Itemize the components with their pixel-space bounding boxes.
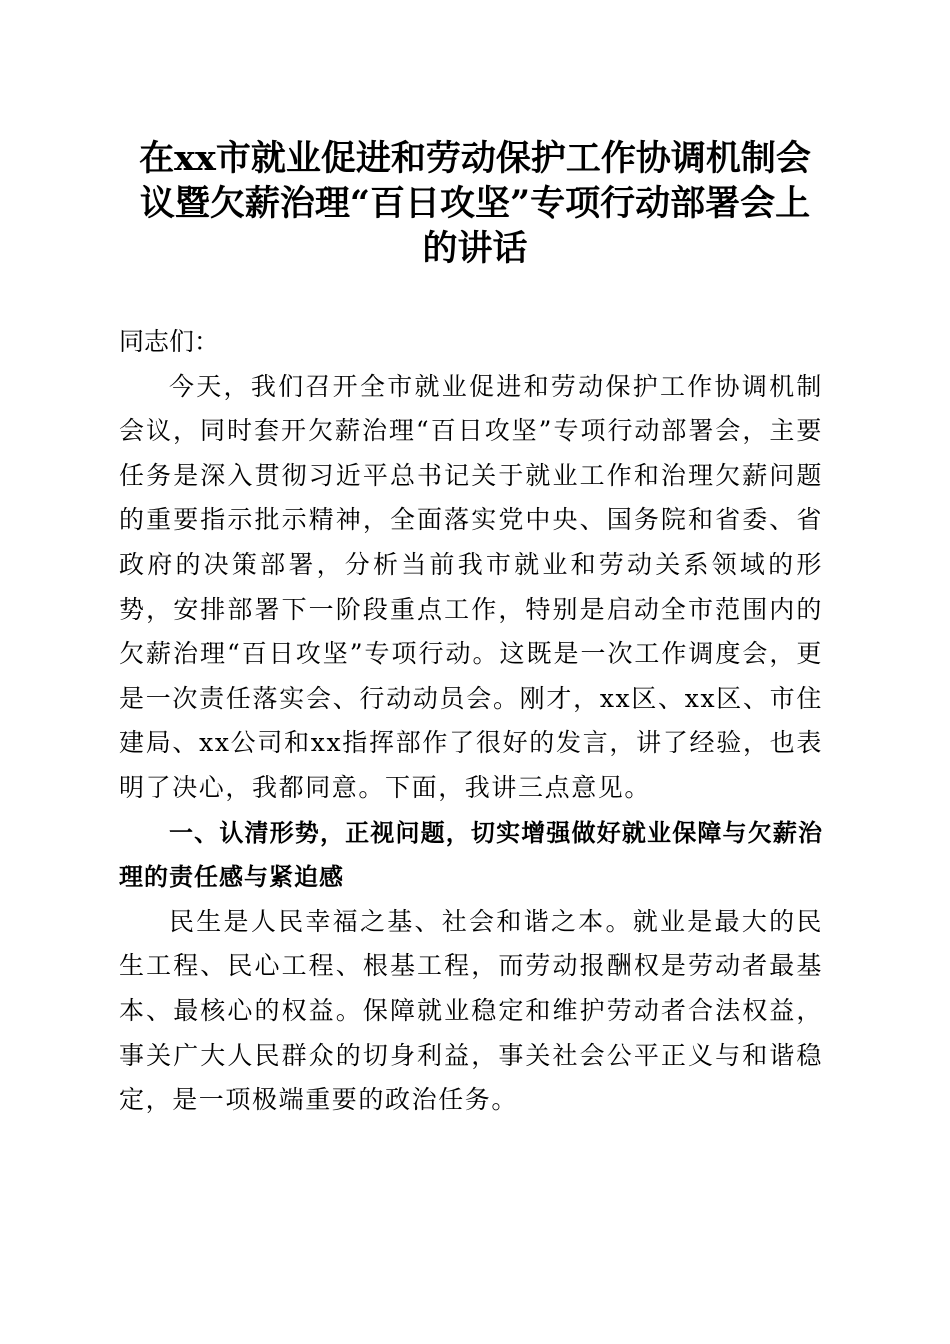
- section-heading: 一、认清形势，正视问题，切实增强做好就业保障与欠薪治理的责任感与紧迫感: [119, 818, 823, 892]
- document-title: [110, 136, 840, 271]
- salutation: 同志们：: [119, 327, 220, 356]
- title-line-3: 的讲话: [422, 228, 528, 269]
- title-line-1: 在xx市就业促进和劳动保护工作协调机制会: [139, 138, 811, 179]
- document-body: [119, 320, 823, 1123]
- opening-paragraph: 今天，我们召开全市就业促进和劳动保护工作协调机制会议，同时套开欠薪治理“百日攻坚”专项行动部署会，主要任务是深入贯彻习近平总书记关于就业工作和治理欠薪问题的重要指示批示精神，全面落实党中央、国务院和省委、省政府的决策部署，分析当前我市就业和劳动关系领域的形势，安排部署下一阶段重点工作，特别是启动全市范围内的欠薪治理“百日攻坚”专项行动。这既是一次工作调度会，更是一次责任落实会、行动动员会。刚才，xx区、xx区、市住建局、xx公司和xx指挥部作了很好的发言，讲了经验，也表明了决心，我都同意。下面，我讲三点意见。: [119, 371, 823, 802]
- section-paragraph: 民生是人民幸福之基、社会和谐之本。就业是最大的民生工程、民心工程、根基工程，而劳动报酬权是劳动者最基本、最核心的权益。保障就业稳定和维护劳动者合法权益，事关广大人民群众的切身利益，事关社会公平正义与和谐稳定，是一项极端重要的政治任务。: [119, 906, 823, 1115]
- title-line-2: 议暨欠薪治理“百日攻坚”专项行动部署会上: [139, 183, 811, 224]
